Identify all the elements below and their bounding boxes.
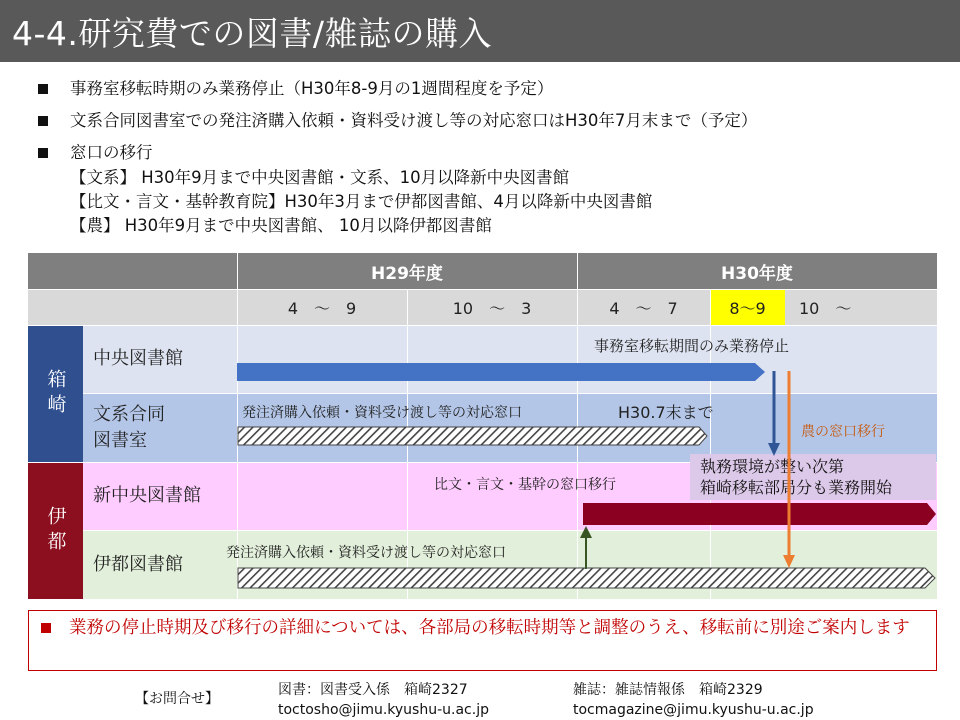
bullet-square-icon [38, 84, 48, 94]
contact-mag-email[interactable]: tocmagazine@jimu.kyushu-u.ac.jp [573, 702, 814, 718]
bullet-item [38, 108, 938, 134]
row-label-ito: 伊都図書館 [83, 530, 237, 599]
bullet-item [38, 140, 938, 166]
contact-label: 【お問合せ】 [135, 691, 219, 707]
ito-service-arrow [237, 566, 937, 590]
header-year-h30: H30年度 [577, 253, 937, 289]
notice-text: 業務の停止時期及び移行の詳細については、各部局の移転時期等と調整のうえ、移転前に別途ご案内します [69, 618, 910, 638]
contact-books-email[interactable]: toctosho@jimu.kyushu-u.ac.jp [278, 702, 489, 718]
contact-books-line: 図書：図書受入係 箱崎2327 [278, 682, 468, 698]
region-hakozaki-label: 箱崎 [44, 368, 67, 419]
region-ito [28, 462, 83, 599]
contact-magazines [573, 680, 814, 720]
annotation-bunkei-window: 発注済購入依頼・資料受け渡し等の対応窓口 [242, 405, 522, 421]
annotation-office-stop: 事務室移転期間のみ業務停止 [594, 337, 790, 355]
title-bar [0, 0, 960, 62]
period-h29-apr-sep: 4 ～ 9 [237, 289, 407, 325]
blue-down-arrow [767, 371, 781, 457]
row-label-bunkei-line2: 図書室 [93, 429, 147, 451]
contact-books [278, 680, 489, 720]
annotation-agri-transfer: 農の窓口移行 [801, 424, 885, 440]
bullet-square-icon [38, 148, 48, 158]
page-title: 4-4.研究費での図書/雑誌の購入 [12, 14, 493, 53]
annotation-resume-line1: 執務環境が整い次第 [700, 457, 845, 476]
bullet-square-icon [38, 116, 48, 126]
orange-down-arrow [782, 371, 796, 569]
region-hakozaki [28, 325, 83, 462]
period-h29-oct-mar: 10 ～ 3 [407, 289, 577, 325]
timeline-table [28, 253, 937, 599]
shinchuo-service-arrow [583, 501, 937, 527]
period-h30-apr-jul: 4 ～ 7 [577, 289, 710, 325]
contact-mag-line: 雑誌：雑誌情報係 箱崎2329 [573, 682, 763, 698]
notice-square-icon [41, 623, 51, 633]
chuo-service-arrow [237, 361, 767, 383]
notice-box [28, 610, 937, 671]
row-label-bunkei-line1: 文系合同 [93, 403, 165, 425]
annotation-hibun-transfer: 比文・言文・基幹の窓口移行 [434, 477, 616, 493]
header-year-h29: H29年度 [237, 253, 577, 289]
bunkei-service-arrow [237, 425, 709, 447]
row-label-bunkei [83, 393, 237, 462]
annotation-ito-window: 発注済購入依頼・資料受け渡し等の対応窓口 [226, 545, 506, 561]
row-label-shinchuo: 新中央図書館 [83, 462, 237, 530]
bullet-text: 窓口の移行 [70, 143, 153, 162]
sub-item: 【比文・言文・基幹教育院】H30年3月まで伊都図書館、4月以降新中央図書館 [70, 192, 653, 211]
row-label-chuo: 中央図書館 [83, 325, 237, 393]
period-h30-oct: 10 ～ [785, 289, 937, 325]
annotation-jul-end: H30.7末まで [618, 403, 714, 422]
annotation-resume-line2: 箱崎移転部局分も業務開始 [700, 478, 893, 497]
sub-item: 【農】 H30年9月まで中央図書館、 10月以降伊都図書館 [70, 216, 492, 235]
region-ito-label: 伊都 [44, 505, 67, 556]
bullet-text: 事務室移転時期のみ業務停止（H30年8-9月の1週間程度を予定） [70, 79, 554, 98]
header-blank-2 [28, 289, 237, 325]
header-blank [28, 253, 237, 289]
bullet-text: 文系合同図書室での発注済購入依頼・資料受け渡し等の対応窓口はH30年7月末まで（予定） [70, 111, 758, 130]
sub-item: 【文系】 H30年9月まで中央図書館・文系、10月以降新中央図書館 [70, 168, 570, 187]
green-up-arrow [579, 525, 593, 569]
bullet-item [38, 76, 938, 102]
period-h30-aug-sep: 8～9 [710, 289, 785, 325]
bullet-list [38, 76, 938, 238]
